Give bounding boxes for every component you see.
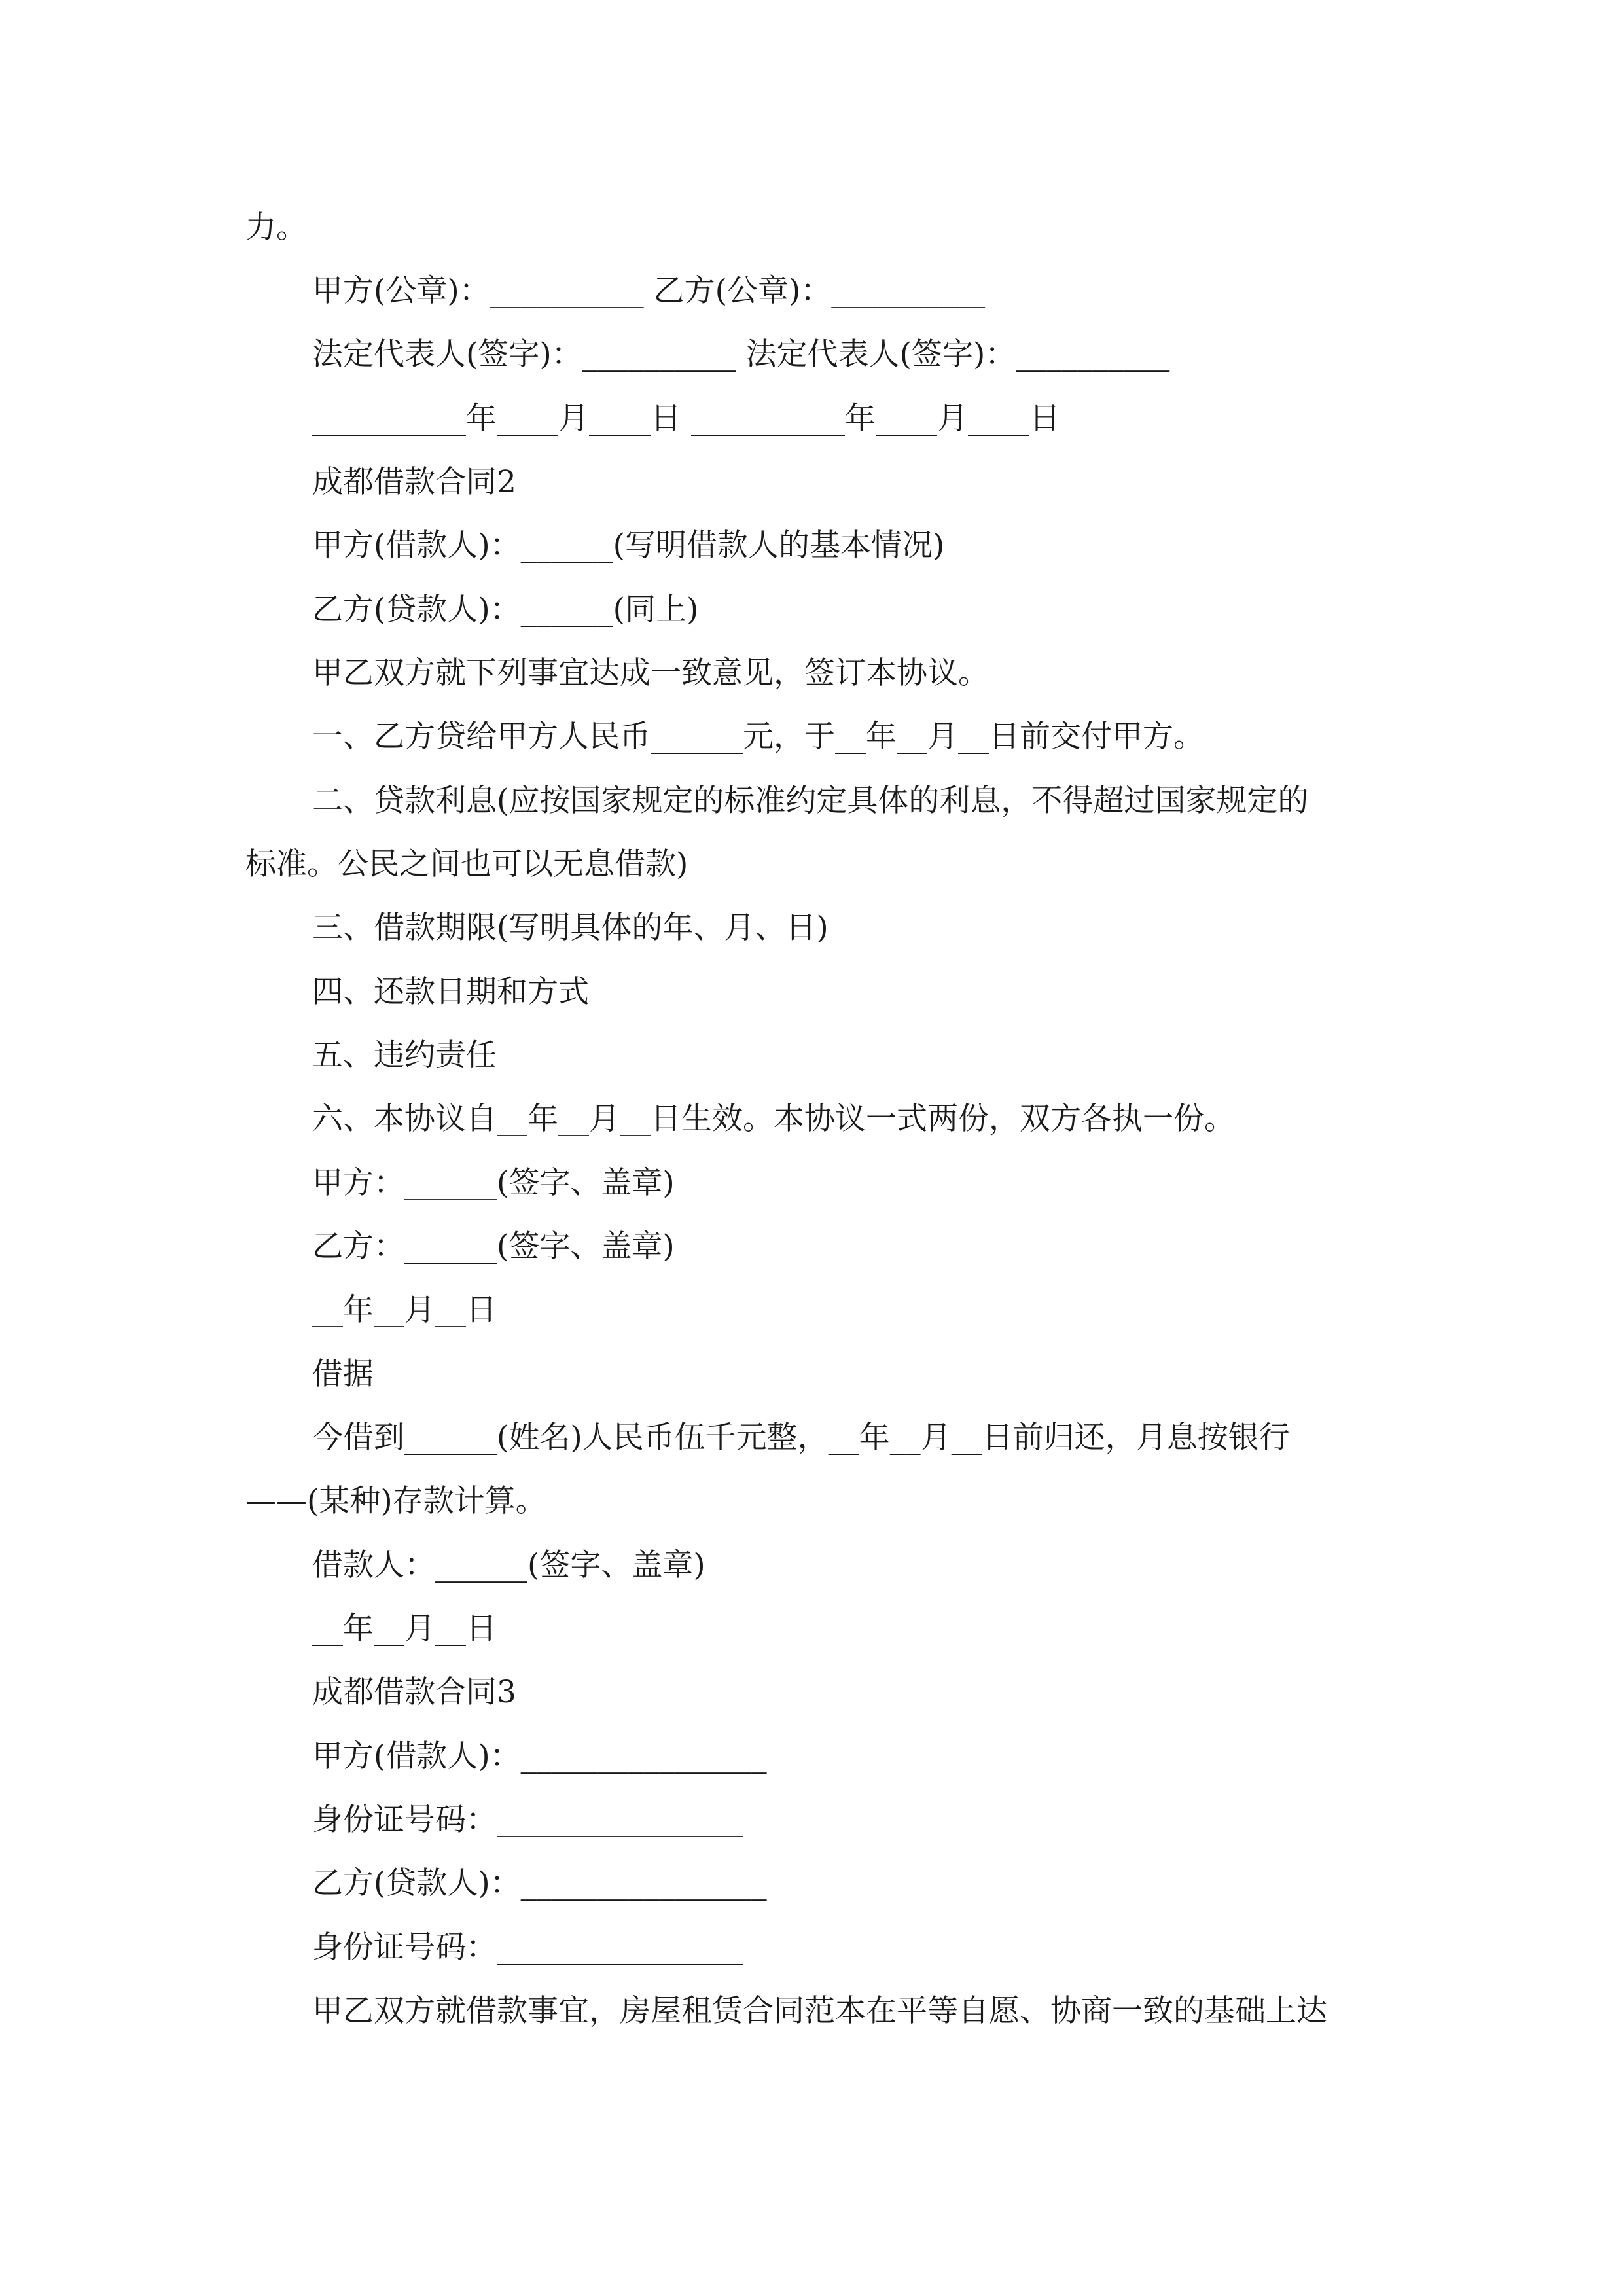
text-line: 甲方(公章)：__________ 乙方(公章)：__________ [312, 273, 986, 309]
text-line: 乙方(贷款人)：________________ [312, 1865, 767, 1901]
text-line: 甲方：______(签字、盖章) [312, 1165, 675, 1201]
text-line: ——(某种)存款计算。 [245, 1483, 546, 1519]
text-line: 三、借款期限(写明具体的年、月、日) [312, 910, 829, 946]
text-line: 四、还款日期和方式 [312, 974, 589, 1010]
text-line: 标准。公民之间也可以无息借款) [245, 846, 688, 882]
text-line: 法定代表人(签字)：__________ 法定代表人(签字)：__________ [312, 336, 1170, 372]
text-line: 身份证号码：________________ [312, 1802, 743, 1838]
text-line: 乙方：______(签字、盖章) [312, 1229, 675, 1265]
text-line: 甲乙双方就下列事宜达成一致意见，签订本协议。 [312, 655, 989, 691]
text-line: 六、本协议自__年__月__日生效。本协议一式两份，双方各执一份。 [312, 1101, 1235, 1137]
text-line: 力。 [245, 209, 307, 245]
text-line: 借款人：______(签字、盖章) [312, 1547, 705, 1583]
section-heading: 成都借款合同3 [312, 1674, 516, 1710]
text-line: 甲方(借款人)：________________ [312, 1738, 767, 1774]
text-line: 二、贷款利息(应按国家规定的标准约定具体的利息，不得超过国家规定的 [312, 783, 1309, 819]
section-heading: 成都借款合同2 [312, 464, 516, 500]
text-line: 一、乙方贷给甲方人民币______元，于__年__月__日前交付甲方。 [312, 719, 1204, 755]
text-line: 甲方(借款人)：______(写明借款人的基本情况) [312, 528, 945, 564]
text-line: 甲乙双方就借款事宜，房屋租赁合同范本在平等自愿、协商一致的基础上达 [312, 1993, 1327, 2029]
text-line: __________年____月____日 __________年____月____日 [312, 401, 1060, 437]
text-line: __年__月__日 [312, 1611, 497, 1647]
text-line: 今借到______(姓名)人民币伍千元整，__年__月__日前归还，月息按银行 [312, 1420, 1290, 1456]
text-line: __年__月__日 [312, 1292, 497, 1328]
section-heading: 借据 [312, 1356, 374, 1392]
text-line: 五、违约责任 [312, 1037, 497, 1073]
text-line: 身份证号码：________________ [312, 1929, 743, 1965]
text-line: 乙方(贷款人)：______(同上) [312, 592, 699, 628]
